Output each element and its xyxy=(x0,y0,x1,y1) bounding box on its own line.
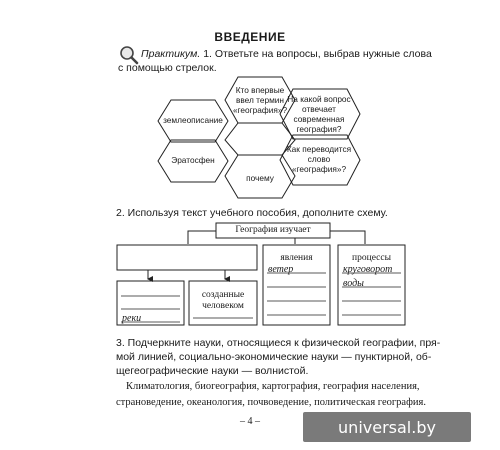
page-heading: ВВЕДЕНИЕ xyxy=(214,30,286,44)
task3-line2: мой линией, социально-экономические науки — пунктирной, об- xyxy=(116,351,432,363)
hex-label-3: На какой вопрос отвечает современная география? xyxy=(287,94,351,134)
box-processes-label: процессы xyxy=(352,253,391,263)
watermark-logo: universal.by xyxy=(303,412,471,442)
connector-right xyxy=(330,231,365,244)
box-phenomena-label: явления xyxy=(280,253,313,263)
practicum-label: Практикум. xyxy=(141,48,201,60)
sciences-line2: страноведение, океанология, почвоведение, политическая география. xyxy=(116,397,426,408)
hex-label-5: Как переводится слово «география»? xyxy=(286,144,352,174)
task1-line2: с помощью стрелок. xyxy=(118,62,217,74)
task2-text: 2. Используя текст учебного пособия, дополните схему. xyxy=(116,207,388,219)
hex-label-1: Кто впервые ввел термин «география»? xyxy=(232,85,288,115)
task3-line1: 3. Подчеркните науки, относящиеся к физической географии, пря- xyxy=(116,337,441,349)
handwritten-rivers: реки xyxy=(122,313,142,324)
task3-line3: щегеографические науки — волнистой. xyxy=(116,365,309,377)
box-top-label: География изучает xyxy=(235,225,311,235)
handwritten-wind: ветер xyxy=(268,264,294,275)
box-created-label: созданные человеком xyxy=(201,290,245,311)
task1-text: 1. Ответьте на вопросы, выбрав нужные слова xyxy=(203,48,432,60)
handwritten-water: воды xyxy=(343,278,364,289)
box-wide-empty xyxy=(117,245,257,270)
hex-label-6: почему xyxy=(246,173,274,183)
page-number: – 4 – xyxy=(240,416,260,427)
sciences-line1: Климатология, биогеография, картография, география населения, xyxy=(126,381,420,392)
hex-label-2: землеописание xyxy=(163,115,223,125)
handwritten-cycle: круговорот xyxy=(343,264,393,275)
connector-left xyxy=(188,231,216,244)
hex-label-4: Эратосфен xyxy=(171,155,215,165)
